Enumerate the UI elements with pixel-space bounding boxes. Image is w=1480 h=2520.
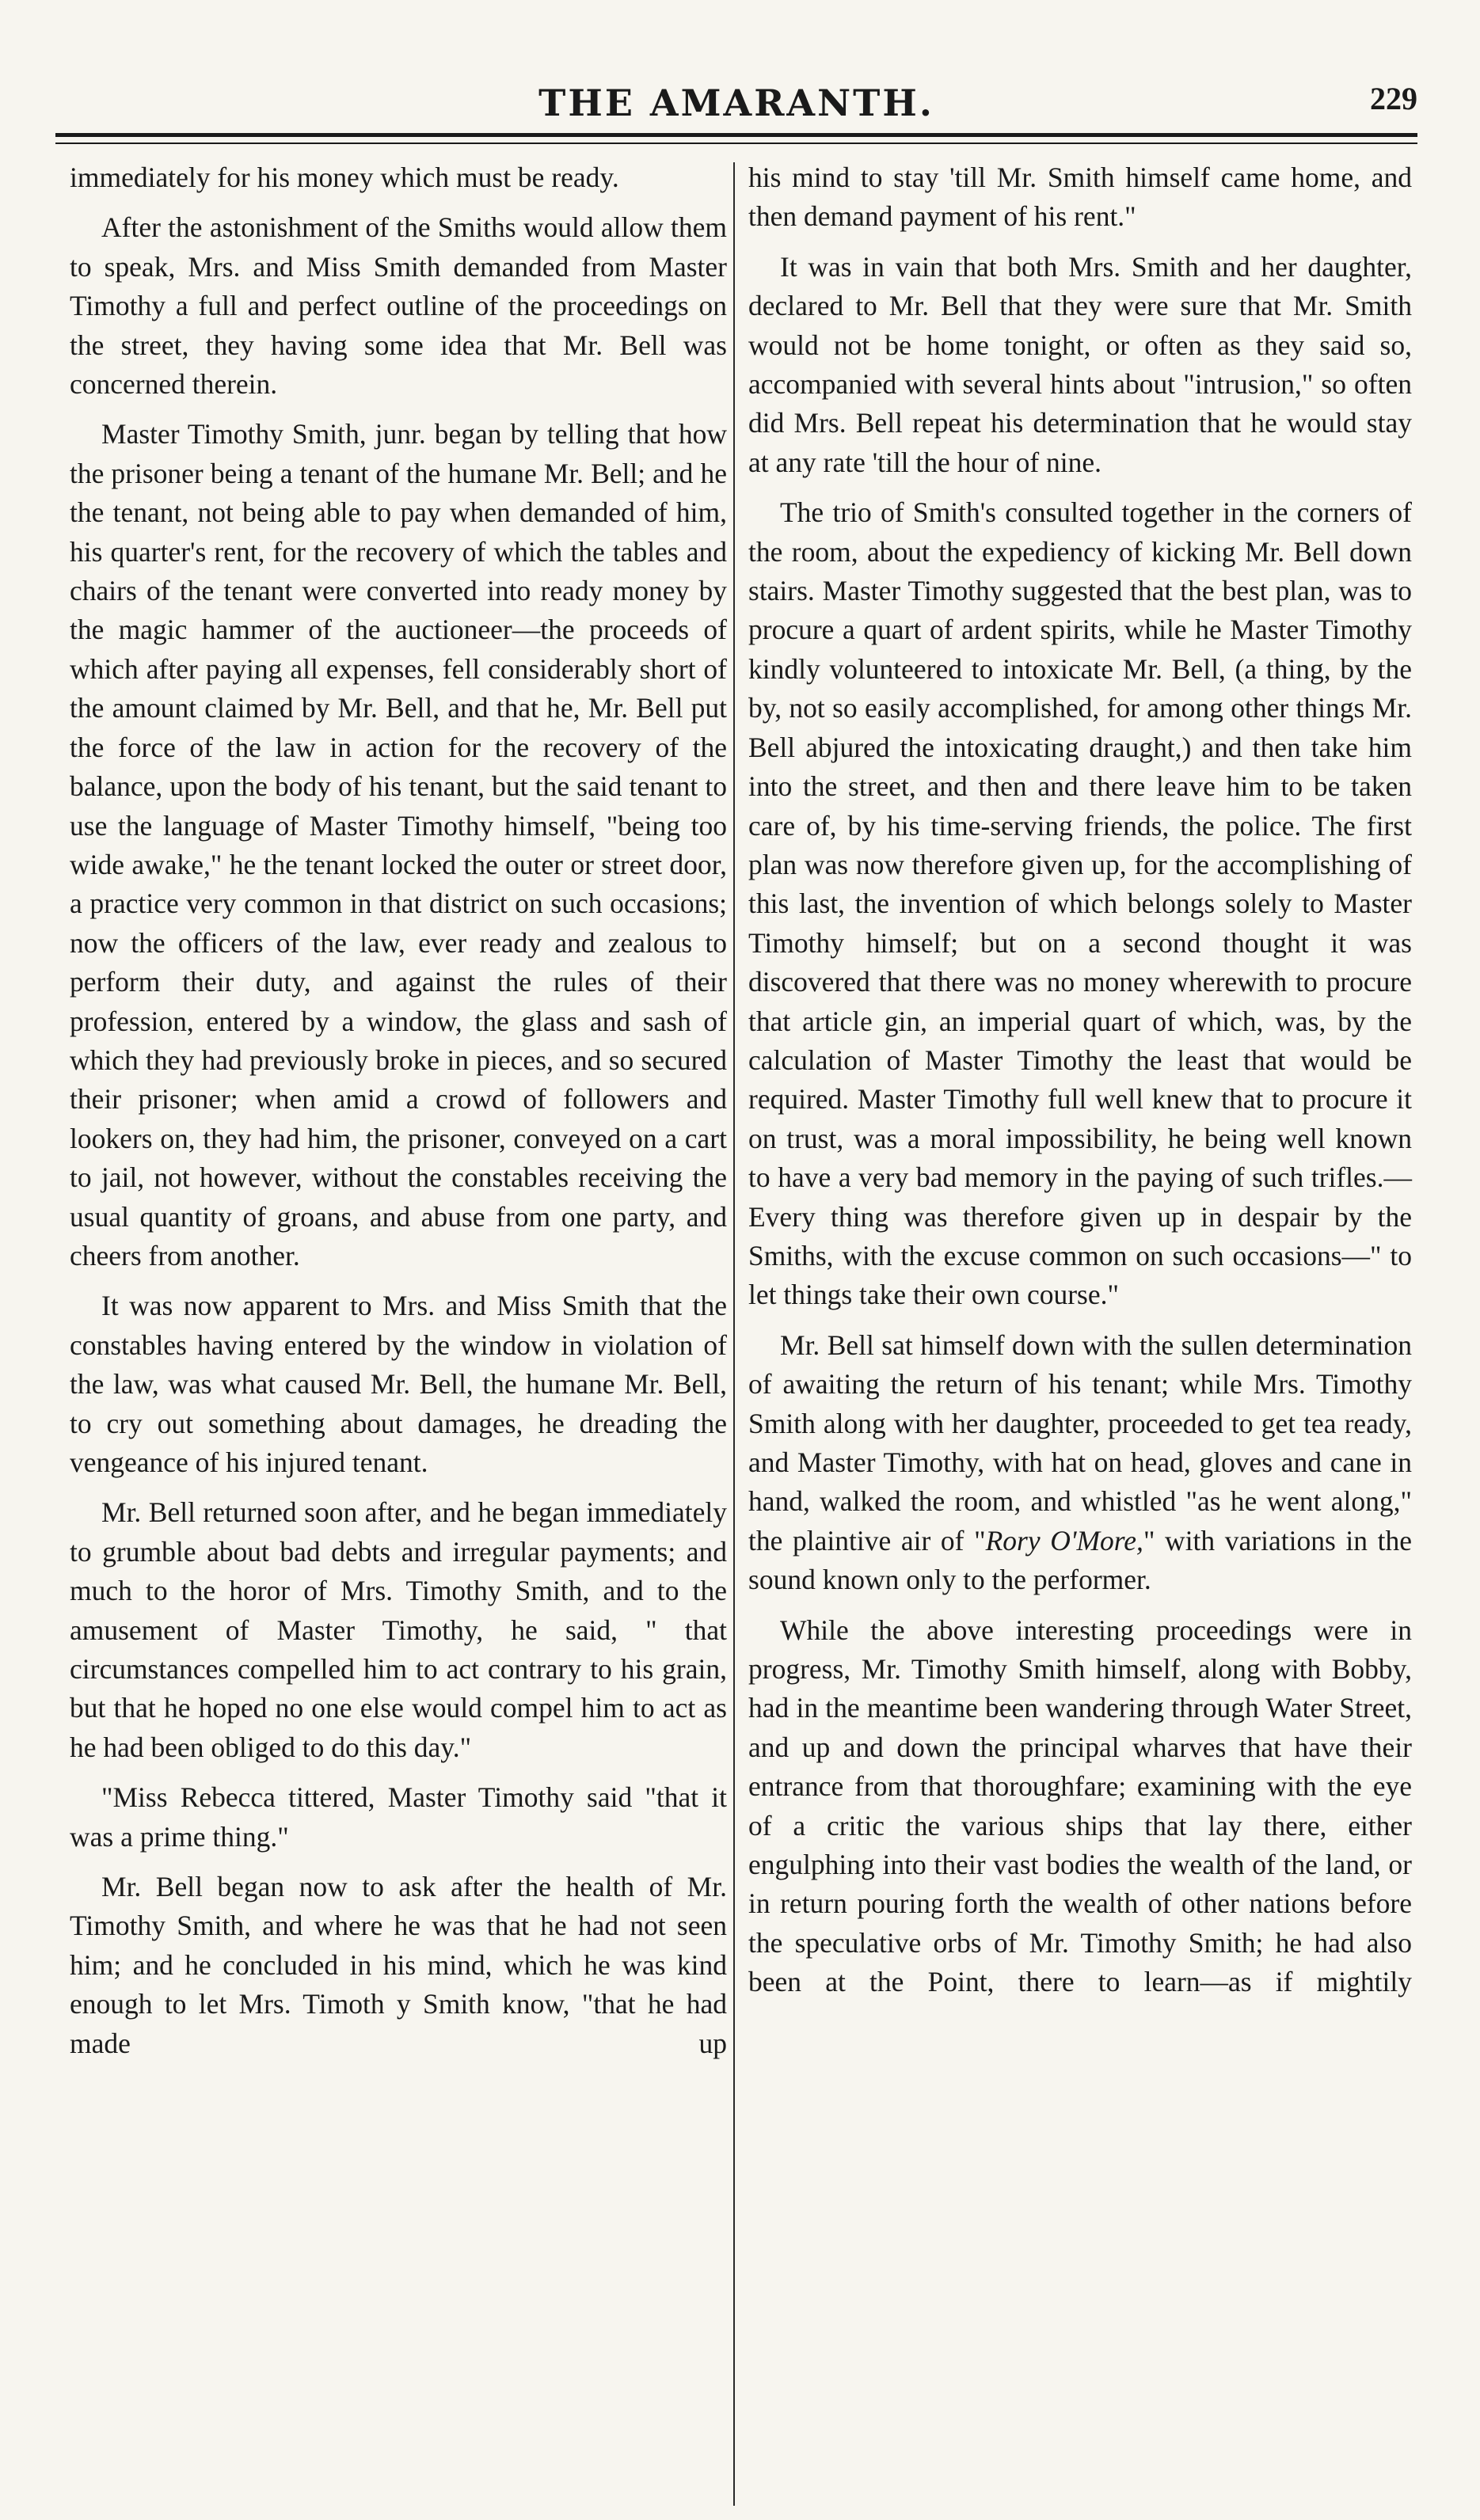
header-rule-thick — [55, 133, 1417, 137]
right-paragraph-4-end: " with variations in the sound known only to the performer. — [748, 1524, 1413, 1596]
left-paragraph-2: After the astonishment of the Smiths would allow them to speak, Mrs. and Miss Smith demanded from Master Timothy a full and perfect outline of the proceedings on the street, they having some idea that Mr. Bell was concerned therein. — [70, 211, 727, 401]
right-paragraph-2: It was in vain that both Mrs. Smith and her daughter, declared to Mr. Bell that they were sure that Mr. Smith would not be home tonight, or often as they said so, accompanied with several hints about "intrusion," so often did Mrs. Bell repeat his determination that he would stay at any rate 'till the hour of nine. — [748, 250, 1412, 478]
song-title: Rory O'More, — [985, 1524, 1143, 1556]
right-paragraph-1: his mind to stay 'till Mr. Smith himself came home, and then demand payment of his rent." — [748, 162, 1412, 233]
page-number: 229 — [1370, 81, 1417, 116]
header-rule-thin — [55, 143, 1417, 144]
right-paragraph-5: While the above interesting proceedings were in progress, Mr. Timothy Smith himself, along with Bobby, had in the meantime been wandering through Water Street, and up and down the principal wharves that have their entrance from that thoroughfare; examining with the eye of a critic the various ships that lay there, either engulphing into their vast bodies the wealth of the land, or in return pouring forth the wealth of other nations before the speculative orbs of Mr. Timothy Smith; he had also been at the Point, there to learn—as if mightily — [748, 1613, 1412, 1998]
left-paragraph-5: Mr. Bell returned soon after, and he began immediately to grumble about bad debts and irregular payments; and much to the horor of Mrs. Timothy Smith, and to the amusement of Master Timothy, he said, " that circumstances compelled him to act contrary to his grain, but that he hoped no one else would compel him to act as he had been obliged to do this day." — [70, 1496, 727, 1763]
running-title: THE AMARANTH. — [538, 82, 934, 124]
right-paragraph-4-start: Mr. Bell sat himself down with the sullen determination of awaiting the return of his tenant; while Mrs. Timothy Smith along with her daughter, proceeded to get tea ready, and Master Timothy, with hat on head, gloves and cane in hand, walked the room, and whistled "as he went along," the plaintive air of " — [748, 1328, 1412, 1556]
running-head — [55, 75, 1417, 139]
right-column — [748, 158, 1412, 2002]
left-paragraph-3: Master Timothy Smith, junr. began by telling that how the prisoner being a tenant of the humane Mr. Bell; and he the tenant, not being able to pay when demanded of him, his quarter's rent, for the recovery of which the tables and chairs of the tenant were converted into ready money by the magic hammer of the auctioneer—the proceeds of which after paying all expenses, fell considerably short of the amount claimed by Mr. Bell, and that he, Mr. Bell put the force of the law in action for the recovery of the balance, upon the body of his tenant, but the said tenant to use the language of Master Timothy himself, "being too wide awake," he the tenant locked the outer or street door, a practice very common in that district on such occasions; now the officers of the law, ever ready and zealous to perform their duty, and against the rules of their profession, entered by a window, the glass and sash of which they had previously broke in pieces, and so secured their prisoner; when amid a crowd of followers and lookers on, they had him, the prisoner, conveyed on a cart to jail, not however, without the constables receiving the usual quantity of groans, and abuse from one party, and cheers from another. — [70, 418, 727, 1271]
left-column — [70, 158, 727, 2063]
left-paragraph-6: "Miss Rebecca tittered, Master Timothy said "that it was a prime thing." — [70, 1781, 727, 1853]
right-paragraph-4 — [748, 1326, 1412, 1600]
left-paragraph-7: Mr. Bell began now to ask after the health of Mr. Timothy Smith, and where he was that he had not seen him; and he concluded in his mind, which he was kind enough to let Mrs. Timoth y Smith know, "that he had made up — [70, 1871, 727, 2059]
right-paragraph-3: The trio of Smith's consulted together in the corners of the room, about the expediency of kicking Mr. Bell down stairs. Master Timothy suggested that the best plan, was to procure a quart of ardent spirits, while he Master Timothy kindly volunteered to intoxicate Mr. Bell, (a thing, by the by, not so easily accomplished, for among other things Mr. Bell abjured the intoxicating draught,) and then take him into the street, and then and there leave him to be taken care of, by his time-serving friends, the police. The first plan was now therefore given up, for the accomplishing of this last, the invention of which belongs solely to Master Timothy himself; but on a second thought it was discovered that there was no money wherewith to procure that article gin, an imperial quart of which, was, by the calculation of Master Timothy the least that would be required. Master Timothy full well knew that to procure it on trust, was a moral impossibility, he being well known to have a very bad memory in the paying of such trifles.—Every thing was therefore given up in despair by the Smiths, with the excuse common on such occasions—" to let things take their own course." — [748, 496, 1412, 1311]
left-paragraph-1: immediately for his money which must be ready. — [70, 162, 619, 193]
left-paragraph-4: It was now apparent to Mrs. and Miss Smith that the constables having entered by the window in violation of the law, was what caused Mr. Bell, the humane Mr. Bell, to cry out something about damages, he dreading the vengeance of his injured tenant. — [70, 1290, 727, 1478]
column-divider — [733, 162, 735, 2506]
